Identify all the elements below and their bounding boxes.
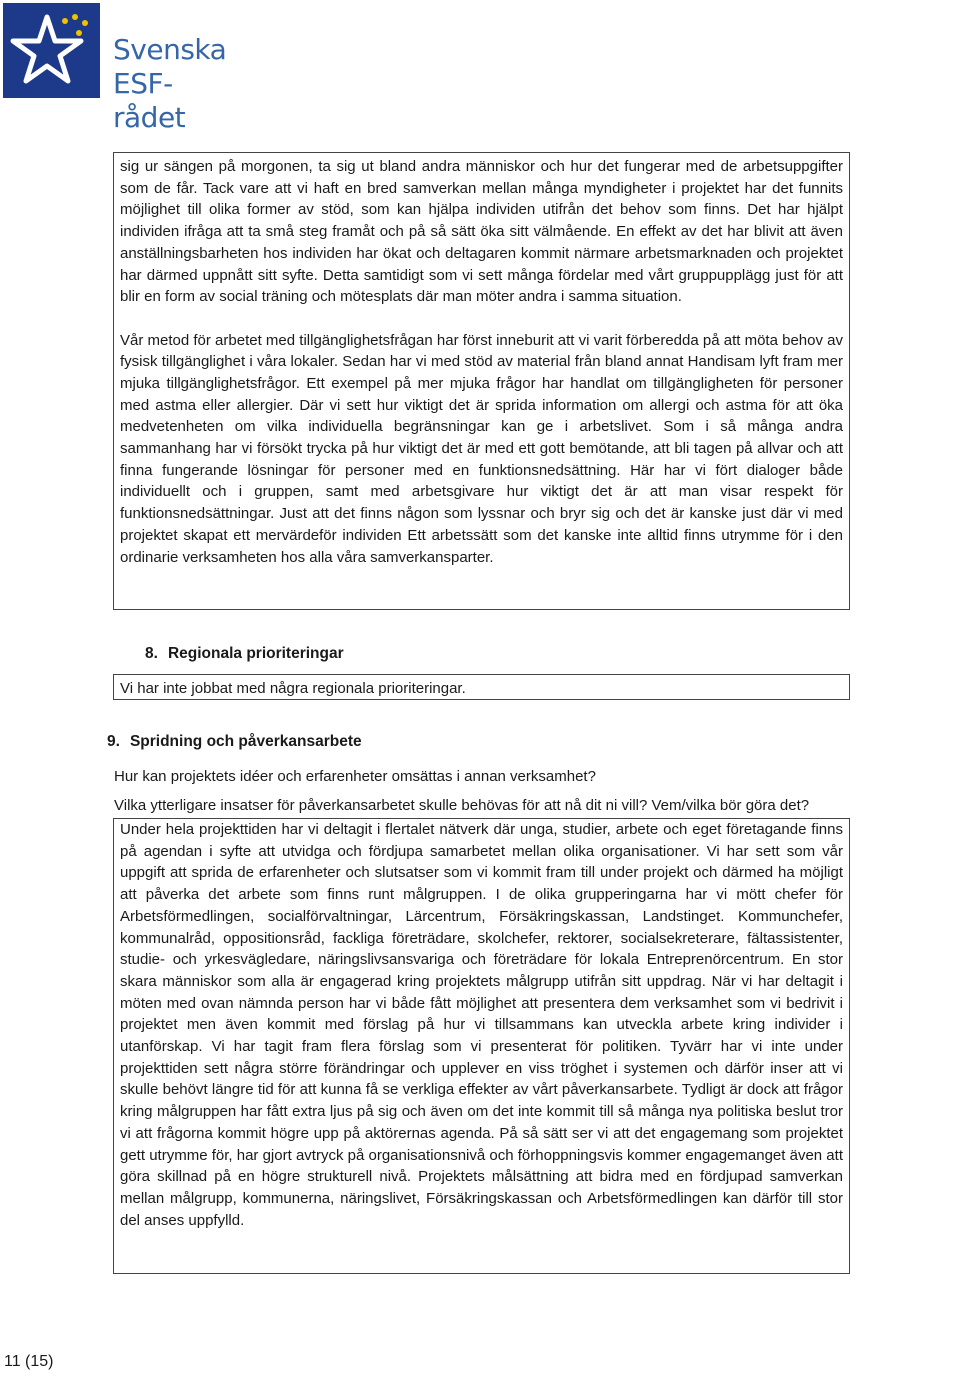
logo-line-1: Svenska — [113, 33, 227, 66]
answer-paragraph: Vår metod för arbetet med tillgänglighetsfrågan har först inneburit att vi varit förberedda på att möta behov av fysisk tillgänglighet i våra lokaler. Sedan har vi med stöd av material från bland annat Handisam lyft fram mer mjuka tillgänglighetsfrågor. Ett exempel på mer mjuka frågor har handlat om tillgängligheten för personer med astma eller allergier. Där vi sett hur viktigt det är sprida information om allergi och astma för att öka medvetenheten om vilka individuella begränsningar kan ge i arbetslivet. Som i så många andra sammanhang har vi försökt trycka på hur viktigt det är med ett gott bemötande, att bli tagen på allvar och att finna fungerande lösningar för personer med en funktionsnedsättning. Här har vi fört dialoger både individuellt och i gruppen, samt med arbetsgivare hur viktigt det är att man visar respekt för funktionsnedsättningar. Just att det finns någon som lyssnar och bryr sig och det är kanske just där vi med projektet skapat ett mervärdeför individen Ett arbetssätt som det kanske inte alltid finns utrymme för i den ordinarie verksamheten hos alla våra samverkansparter. — [120, 331, 843, 566]
page-number: 11 (15) — [4, 1353, 54, 1370]
answer-paragraph: sig ur sängen på morgonen, ta sig ut bland andra människor och hur det fungerar med de arbetsuppgifter som de får. Tack vare att vi haft en bred samverkan mellan många myndigheter i projektet har det funnits möjlighet till olika former av stöd, som kan hjälpa individen utifrån det behov som finns. Det har hjälpt individen ifråga att ta små steg framåt och på så sätt öka sitt välmående. En effekt av det har blivit att även anställningsbarheten hos individen har ökat och deltagaren kommit närmare arbetsmarknaden och projektet har därmed uppnått sitt syfte. Detta samtidigt som vi sett många fördelar med vårt gruppupplägg just för att blir en form av social träning och mötesplats där man möter andra i samma situation. — [120, 158, 843, 306]
answer-text: Under hela projekttiden har vi deltagit i flertalet nätverk där unga, studier, arbete och eget företagande finns på agendan i syfte att utvidga och fördjupa samarbetet mellan olika organisationer. Vi har sett som vår uppgift att sprida de erfarenheter och slutsatser som vi kommit fram till under projekt och därmed ha möjligt att påverka det arbete som finns runt målgruppen. I de olika grupperingarna har vi mött chefer för Arbetsförmedlingen, socialförvaltningar, Lärcentrum, Försäkringskassan, Landstinget. Kommunchefer, kommunalråd, oppositionsråd, fackliga företrädare, skolchefer, rektorer, socialsekreterare, fältassistenter, studie- och yrkesvägledare, näringslivsansvariga och företrädare för lokala Entreprenörcentrum. En stor skara människor som alla är engagerad kring projektets målgrupp utifrån sitt uppdrag. När vi har deltagit i möten med ovan nämnda person har vi både fått möjlighet att presentera dem verksamhet som vi bedrivit i projektet men även kommit med förslag på hur vi tillsammans kan utveckla arbete kring individer i utanförskap. Vi har tagit fram flera förslag som vi presenterat för politiken. Tyvärr har vi inte under projekttiden sett några större förändringar och upplever en viss tröghet i systemen och därför inser att vi skulle behövt längre tid för att kunna få se verkliga effekter av vårt påverkansarbete. Tydligt är dock att frågor kring målgruppen har fått extra ljus på sig och även om det inte kommit till så många nya politiska beslut tror vi att frågorna kommit högre upp på aktörernas agenda. På så sätt ser vi att det engagemang som projektet gett utrymme för, har gjort avtryck på organisationsnivå och förhoppningsvis kommer engagemanget även att göra skillnad på en högre strukturell nivå. Projektets målsättning att bidra med en fördjupad samverkan mellan målgrupp, kommunerna, näringslivet, Försäkringskassan och Arbetsförmedlingen kan därför till stor del anses uppfylld. — [120, 821, 843, 1229]
logo-text — [113, 33, 235, 135]
logo-line-2: ESF-rådet — [113, 67, 186, 134]
section-title: Regionala prioriteringar — [167, 645, 344, 662]
section-8-heading — [145, 645, 344, 663]
question-2: Vilka ytterligare insatser för påverkansarbetet skulle behövas för att nå dit ni vill? Vem/vilka bör göra det? — [114, 797, 810, 814]
section-title: Spridning och påverkansarbete — [129, 733, 362, 750]
section-9-heading — [107, 733, 362, 751]
question-1: Hur kan projektets idéer och erfarenheter omsättas i annan verksamhet? — [114, 768, 596, 785]
section-number: 8. — [145, 645, 158, 662]
section-number: 9. — [107, 733, 120, 750]
section-8-answer-box — [113, 674, 850, 700]
esf-logo — [3, 3, 235, 134]
section-9-answer-box — [113, 818, 850, 1274]
logo-emblem — [3, 3, 100, 98]
continuation-answer-box — [113, 152, 850, 610]
star-icon — [3, 3, 100, 98]
answer-text: Vi har inte jobbat med några regionala prioriteringar. — [120, 680, 466, 697]
